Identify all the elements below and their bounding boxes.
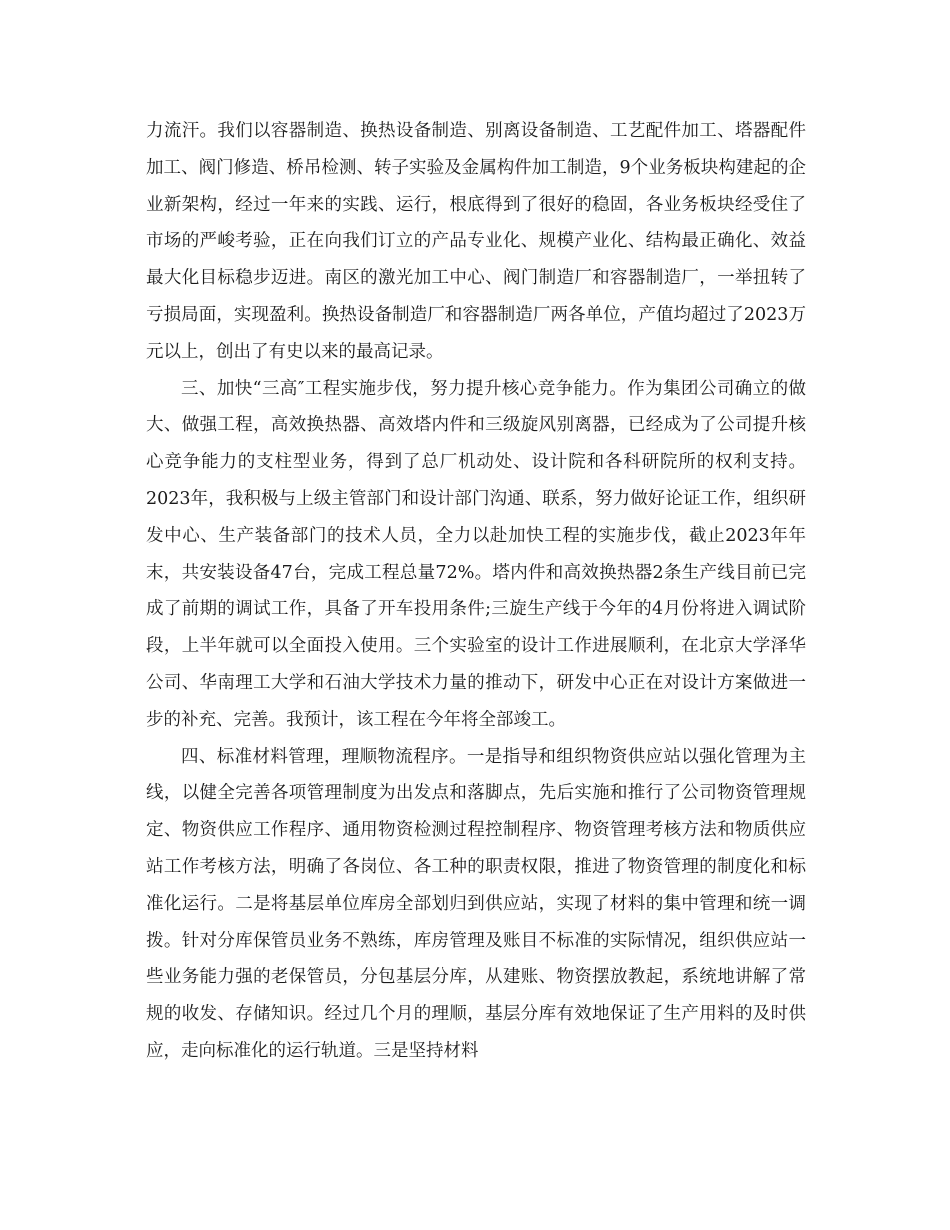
paragraph-continued: 力流汗。我们以容器制造、换热设备制造、别离设备制造、工艺配件加工、塔器配件加工、阀门修造、桥吊检测、转子实验及金属构件加工制造，9个业务板块构建起的企业新架构，经过一年来的实践、运行，根底得到了很好的稳固，各业务板块经受住了市场的严峻考验，正在向我们订立的产品专业化、规模产业化、结构最正确化、效益最大化目标稳步迈进。南区的激光加工中心、阀门制造厂和容器制造厂，一举扭转了亏损局面，实现盈利。换热设备制造厂和容器制造厂两各单位，产值均超过了2023万元以上，创出了有史以来的最高记录。	[146, 121, 806, 362]
document-page	[146, 113, 806, 1070]
paragraph-section-three: 三、加快“三高″工程实施步伐，努力提升核心竞争能力。作为集团公司确立的做大、做强工程，高效换热器、高效塔内件和三级旋风别离器，已经成为了公司提升核心竞争能力的支柱型业务，得到了总厂机动处、设计院和各科研院所的权利支持。2023年，我积极与上级主管部门和设计部门沟通、联系，努力做好论证工作，组织研发中心、生产装备部门的技术人员，全力以赴加快工程的实施步伐，截止2023年年末，共安装设备47台，完成工程总量72%。塔内件和高效换热器2条生产线目前已完成了前期的调试工作，具备了开车投用条件;三旋生产线于今年的4月份将进入调试阶段，上半年就可以全面投入使用。三个实验室的设计工作进展顺利，在北京大学泽华公司、华南理工大学和石油大学技术力量的推动下，研发中心正在对设计方案做进一步的补充、完善。我预计，该工程在今年将全部竣工。	[146, 378, 806, 730]
paragraph-section-four: 四、标准材料管理，理顺物流程序。一是指导和组织物资供应站以强化管理为主线，以健全完善各项管理制度为出发点和落脚点，先后实施和推行了公司物资管理规定、物资供应工作程序、通用物资检测过程控制程序、物资管理考核方法和物质供应站工作考核方法，明确了各岗位、各工种的职责权限，推进了物资管理的制度化和标准化运行。二是将基层单位库房全部划归到供应站，实现了材料的集中管理和统一调拨。针对分库保管员业务不熟练，库房管理及账目不标准的实际情况，组织供应站一些业务能力强的老保管员，分包基层分库，从建账、物资摆放教起，系统地讲解了常规的收发、存储知识。经过几个月的理顺，基层分库有效地保证了生产用料的及时供应，走向标准化的运行轨道。三是坚持材料	[146, 746, 806, 1061]
